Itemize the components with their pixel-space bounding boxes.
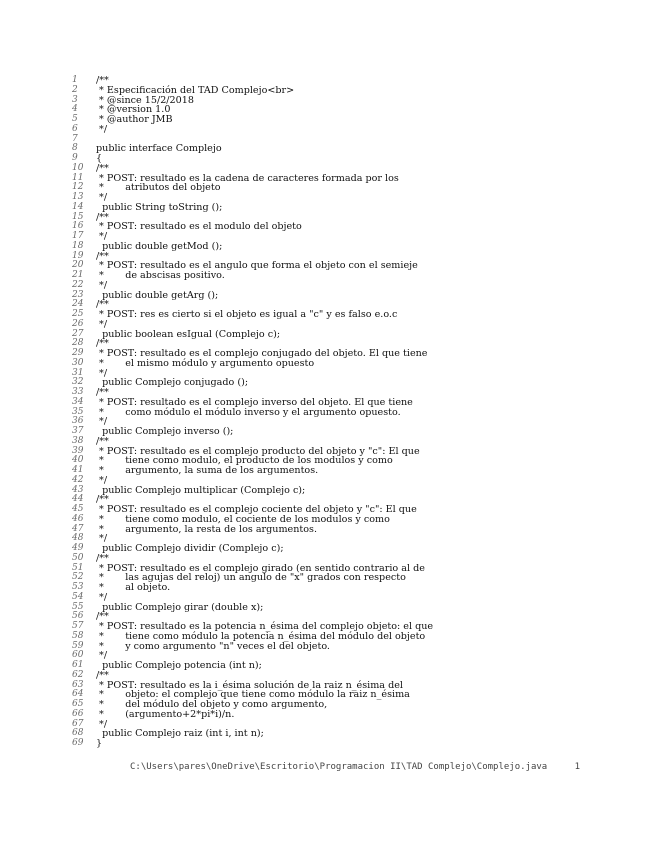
code-line bbox=[72, 729, 632, 739]
line-number: 3 bbox=[72, 94, 78, 105]
line-number: 31 bbox=[72, 367, 84, 378]
line-number: 64 bbox=[72, 689, 84, 700]
code-line bbox=[72, 203, 632, 213]
line-number: 11 bbox=[72, 172, 84, 183]
line-text: * del módulo del objeto y como argumento, bbox=[96, 699, 328, 710]
line-number: 49 bbox=[72, 543, 84, 553]
line-number: 47 bbox=[72, 523, 84, 534]
line-number: 55 bbox=[72, 601, 84, 612]
line-number: 36 bbox=[72, 416, 84, 427]
line-number: 40 bbox=[72, 455, 84, 466]
line-text: * POST: resultado es el angulo que forma el objeto con el semieje bbox=[96, 260, 418, 272]
line-number: 15 bbox=[72, 211, 84, 222]
line-number: 28 bbox=[72, 338, 84, 349]
line-number: 52 bbox=[72, 572, 84, 583]
code-line bbox=[72, 125, 632, 135]
page-number: 1 bbox=[574, 762, 580, 772]
line-number: 14 bbox=[72, 201, 84, 212]
code-line bbox=[72, 359, 632, 369]
line-number: 22 bbox=[72, 279, 84, 290]
code-line bbox=[72, 710, 632, 720]
line-text: } bbox=[96, 738, 103, 749]
line-text: /** bbox=[96, 211, 109, 223]
line-number: 7 bbox=[72, 133, 78, 144]
line-text: * tiene como modulo, el producto de los modulos y como bbox=[96, 455, 393, 467]
line-text: * POST: resultado es el complejo producto del objeto y "c": El que bbox=[96, 445, 420, 457]
line-number: 34 bbox=[72, 396, 84, 407]
line-text: * POST: resultado es el complejo conjugado del objeto. El que tiene bbox=[96, 348, 428, 359]
line-text: public boolean esIgual (Complejo c); bbox=[96, 328, 281, 340]
line-number: 30 bbox=[72, 357, 84, 368]
line-number: 16 bbox=[72, 221, 84, 232]
code-line bbox=[72, 661, 632, 671]
line-number: 23 bbox=[72, 289, 84, 300]
line-text: public Complejo potencia (int n); bbox=[96, 660, 262, 671]
line-number: 9 bbox=[72, 153, 78, 163]
code-line bbox=[72, 222, 632, 232]
line-number: 46 bbox=[72, 513, 84, 524]
line-number: 45 bbox=[72, 504, 84, 514]
line-text: * tiene como modulo, el cociente de los modulos y como bbox=[96, 513, 390, 525]
line-text: * tiene como módulo la potencia n_ésima del módulo del objeto bbox=[96, 630, 426, 642]
line-number: 4 bbox=[72, 104, 78, 115]
line-text: * POST: resultado es la cadena de caracteres formada por los bbox=[96, 172, 399, 184]
code-line bbox=[72, 486, 632, 496]
line-number: 48 bbox=[72, 533, 84, 544]
line-text: */ bbox=[96, 367, 108, 379]
line-number: 39 bbox=[72, 445, 84, 456]
line-text: * POST: resultado es la i_ésima solución de la raiz n_ésima del bbox=[96, 679, 403, 691]
line-number: 1 bbox=[72, 75, 78, 85]
line-text: /** bbox=[96, 387, 109, 398]
line-number: 61 bbox=[72, 660, 84, 670]
line-text: /** bbox=[96, 162, 109, 174]
line-text: * @version 1.0 bbox=[96, 104, 171, 116]
line-text: /** bbox=[96, 435, 109, 447]
line-number: 32 bbox=[72, 377, 84, 388]
line-number: 56 bbox=[72, 611, 84, 622]
line-text: public Complejo dividir (Complejo c); bbox=[96, 543, 284, 554]
code-line bbox=[72, 603, 632, 613]
line-number: 19 bbox=[72, 250, 84, 261]
line-number: 44 bbox=[72, 494, 84, 505]
line-text: */ bbox=[96, 474, 108, 486]
code-line bbox=[72, 427, 632, 437]
line-number: 2 bbox=[72, 84, 78, 95]
line-number: 51 bbox=[72, 562, 84, 573]
line-text: /** bbox=[96, 299, 109, 311]
line-number: 33 bbox=[72, 387, 84, 397]
line-text: */ bbox=[96, 591, 108, 603]
line-text: * @author JMB bbox=[96, 114, 173, 125]
line-number: 17 bbox=[72, 231, 84, 241]
line-number: 60 bbox=[72, 650, 84, 661]
line-number: 27 bbox=[72, 328, 84, 339]
line-text: * objeto: el complejo que tiene como módulo la raiz n_ésima bbox=[96, 689, 410, 701]
code-line bbox=[72, 583, 632, 593]
file-path: C:\Users\pares\OneDrive\Escritorio\Programacion II\TAD Complejo\Complejo.java bbox=[130, 762, 548, 772]
code-line bbox=[72, 642, 632, 652]
line-text: * POST: resultado es el complejo girado (en sentido contrario al de bbox=[96, 562, 425, 574]
line-number: 62 bbox=[72, 669, 84, 680]
code-line bbox=[72, 154, 632, 164]
line-text: */ bbox=[96, 650, 108, 662]
line-text: * al objeto. bbox=[96, 582, 171, 593]
code-line bbox=[72, 115, 632, 125]
line-text: public String toString (); bbox=[96, 201, 223, 213]
line-text: * POST: res es cierto si el objeto es igual a "c" y es falso e.o.c bbox=[96, 309, 398, 320]
line-number: 65 bbox=[72, 699, 84, 709]
line-number: 59 bbox=[72, 640, 84, 651]
code-line bbox=[72, 291, 632, 301]
line-text: * argumento, la suma de los argumentos. bbox=[96, 465, 319, 476]
line-text: /** bbox=[96, 494, 109, 506]
line-text: * el mismo módulo y argumento opuesto bbox=[96, 357, 315, 369]
line-text: public Complejo conjugado (); bbox=[96, 377, 249, 389]
line-text: * argumento, la resta de los argumentos. bbox=[96, 523, 318, 535]
line-text: public double getArg (); bbox=[96, 289, 219, 301]
line-number: 24 bbox=[72, 299, 84, 310]
line-number: 26 bbox=[72, 318, 84, 329]
line-number: 68 bbox=[72, 728, 84, 739]
line-text: /** bbox=[96, 552, 109, 564]
code-line bbox=[72, 242, 632, 252]
line-text: */ bbox=[96, 533, 108, 545]
line-number: 12 bbox=[72, 182, 84, 193]
code-line bbox=[72, 544, 632, 554]
line-text: */ bbox=[96, 279, 108, 291]
line-text: public double getMod (); bbox=[96, 240, 223, 252]
line-text: */ bbox=[96, 718, 108, 730]
line-number: 38 bbox=[72, 435, 84, 446]
line-text: * POST: resultado es el modulo del objeto bbox=[96, 221, 302, 233]
line-number: 66 bbox=[72, 708, 84, 719]
line-text: * y como argumento "n" veces el del objeto. bbox=[96, 640, 330, 652]
line-text: */ bbox=[96, 318, 108, 330]
line-number: 58 bbox=[72, 630, 84, 641]
line-text: /** bbox=[96, 611, 109, 623]
line-number: 6 bbox=[72, 123, 78, 134]
line-number: 41 bbox=[72, 465, 84, 475]
code-line bbox=[72, 310, 632, 320]
code-line bbox=[72, 183, 632, 193]
code-line bbox=[72, 378, 632, 388]
line-number: 25 bbox=[72, 309, 84, 319]
line-text: * POST: resultado es el complejo cociente del objeto y "c": El que bbox=[96, 504, 417, 515]
line-number: 43 bbox=[72, 484, 84, 495]
code-line bbox=[72, 739, 632, 749]
line-text: * las agujas del reloj) un angulo de "x" grados con respecto bbox=[96, 572, 406, 584]
line-number: 20 bbox=[72, 260, 84, 271]
code-line bbox=[72, 525, 632, 535]
code-line bbox=[72, 466, 632, 476]
line-number: 10 bbox=[72, 162, 84, 173]
line-number: 42 bbox=[72, 474, 84, 485]
line-text: public Complejo girar (double x); bbox=[96, 601, 264, 613]
line-number: 29 bbox=[72, 348, 84, 358]
line-text: { bbox=[96, 153, 103, 164]
line-text: * de abscisas positivo. bbox=[96, 270, 225, 281]
code-line bbox=[72, 408, 632, 418]
line-number: 63 bbox=[72, 679, 84, 690]
line-text: * (argumento+2*pi*i)/n. bbox=[96, 708, 235, 720]
line-text: */ bbox=[96, 123, 108, 135]
line-text: * atributos del objeto bbox=[96, 182, 221, 194]
line-number: 69 bbox=[72, 738, 84, 748]
line-number: 53 bbox=[72, 582, 84, 592]
line-text: /** bbox=[96, 250, 109, 262]
line-text: /** bbox=[96, 669, 109, 681]
line-number: 57 bbox=[72, 621, 84, 631]
line-text: * POST: resultado es la potencia n_ésima del complejo objeto: el que bbox=[96, 621, 434, 632]
line-number: 5 bbox=[72, 114, 78, 124]
line-number: 37 bbox=[72, 426, 84, 436]
code-line bbox=[72, 330, 632, 340]
line-text: public Complejo multiplicar (Complejo c); bbox=[96, 484, 306, 496]
line-text: */ bbox=[96, 192, 108, 203]
line-text: * POST: resultado es el complejo inverso del objeto. El que tiene bbox=[96, 396, 413, 408]
code-listing bbox=[72, 76, 632, 749]
line-text: /** bbox=[96, 338, 109, 350]
line-text: /** bbox=[96, 75, 109, 86]
line-text: public Complejo inverso (); bbox=[96, 426, 234, 437]
line-text: */ bbox=[96, 231, 108, 242]
line-number: 13 bbox=[72, 192, 84, 202]
line-number: 35 bbox=[72, 406, 84, 417]
line-text bbox=[86, 135, 96, 145]
line-number: 54 bbox=[72, 591, 84, 602]
line-number: 18 bbox=[72, 240, 84, 251]
line-text: * Especificación del TAD Complejo<br> bbox=[96, 84, 295, 96]
code-line bbox=[72, 144, 632, 154]
line-text: * @since 15/2/2018 bbox=[96, 94, 194, 106]
page-footer bbox=[130, 762, 580, 772]
line-number: 67 bbox=[72, 718, 84, 729]
line-number: 21 bbox=[72, 270, 84, 280]
line-text: public interface Complejo bbox=[96, 143, 222, 155]
line-number: 8 bbox=[72, 143, 78, 154]
line-text: * como módulo el módulo inverso y el argumento opuesto. bbox=[96, 406, 401, 418]
line-number: 50 bbox=[72, 552, 84, 563]
code-line bbox=[72, 271, 632, 281]
line-text: */ bbox=[96, 416, 108, 428]
line-text: public Complejo raiz (int i, int n); bbox=[96, 728, 264, 740]
